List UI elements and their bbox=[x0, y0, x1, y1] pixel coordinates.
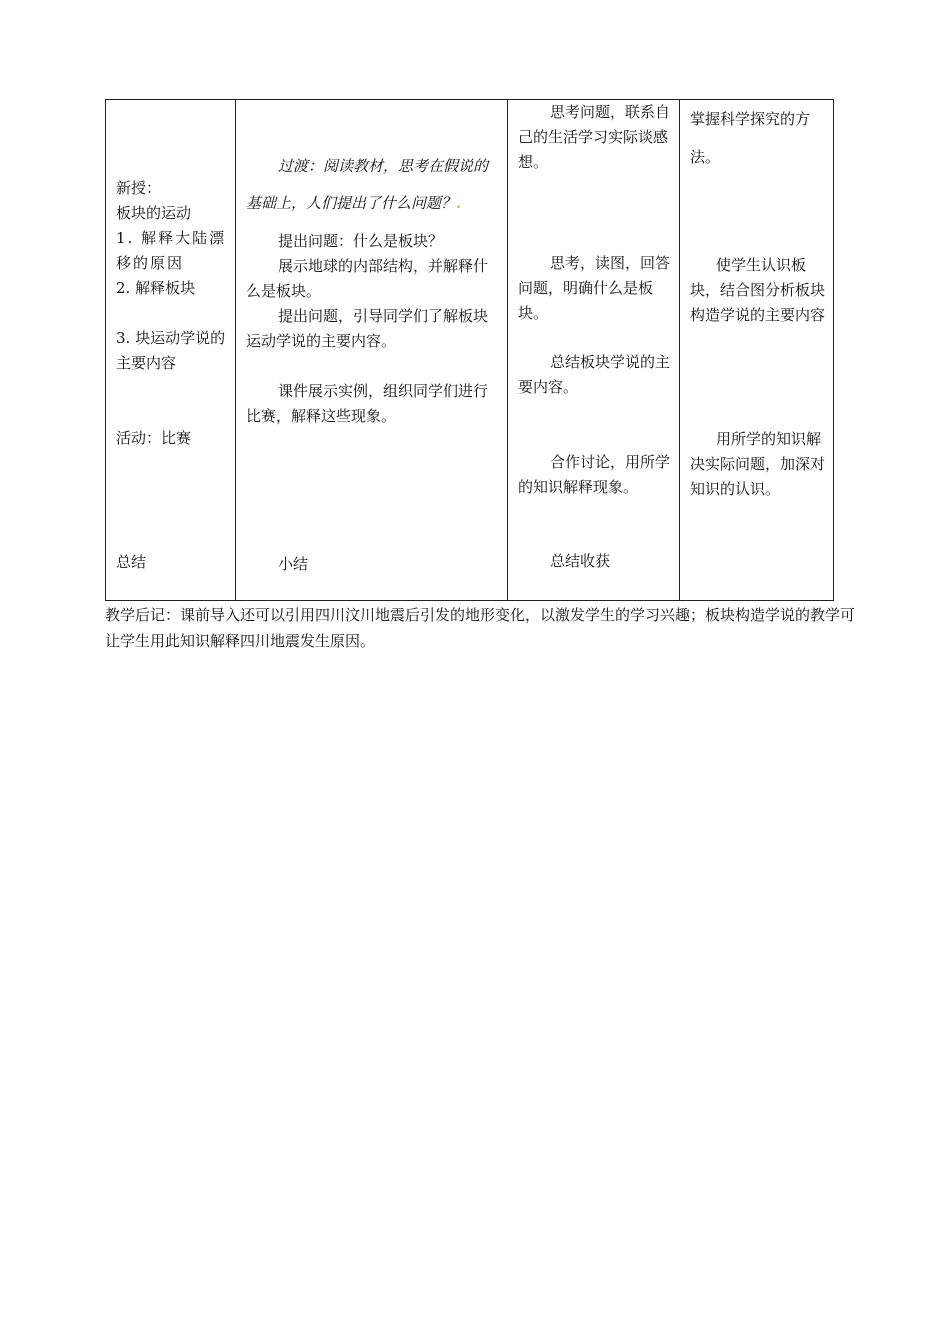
student-summarize-theory: 总结板块学说的主要内容。 bbox=[518, 353, 671, 396]
content-cell bbox=[106, 100, 236, 601]
table-row bbox=[106, 100, 834, 601]
mark-icon: . bbox=[456, 194, 462, 212]
intent-method: 掌握科学探究的方法。 bbox=[690, 110, 811, 166]
teaching-afterword: 教学后记：课前导入还可以引用四川汶川地震后引发的地形变化，以激发学生的学习兴趣；板块构造学说的教学可让学生用此知识解释四川地震发生原因。 bbox=[105, 606, 856, 650]
teacher-summary: 小结 bbox=[278, 555, 309, 573]
item-explain-plates: 2. 解释板块 bbox=[116, 279, 196, 297]
intent-apply-knowledge: 用所学的知识解决实际问题，加深对知识的认识。 bbox=[690, 430, 826, 498]
student-activity-cell bbox=[508, 100, 680, 601]
courseware-competition: 课件展示实例，组织同学们进行比赛，解释这些现象。 bbox=[246, 382, 489, 425]
show-earth-structure: 展示地球的内部结构，并解释什么是板块。 bbox=[246, 257, 489, 300]
item-continental-drift: 1. 解释大陆漂移的原因 bbox=[116, 229, 227, 272]
student-read-map: 思考，读图，回答问题，明确什么是板块。 bbox=[518, 254, 671, 322]
new-lesson-label: 新授： bbox=[116, 179, 162, 197]
intent-recognize-plates: 使学生认识板块，结合图分析板块构造学说的主要内容 bbox=[690, 256, 826, 324]
student-summary: 总结收获 bbox=[550, 552, 611, 570]
student-discussion: 合作讨论，用所学的知识解释现象。 bbox=[518, 453, 671, 496]
question-what-is-plate: 提出问题：什么是板块？ bbox=[278, 232, 444, 250]
question-plate-theory: 提出问题，引导同学们了解板块运动学说的主要内容。 bbox=[246, 307, 489, 350]
summary-label: 总结 bbox=[116, 553, 147, 571]
item-plate-theory: 3. 块运动学说的主要内容 bbox=[116, 329, 226, 372]
lesson-plan-table bbox=[105, 99, 834, 601]
topic-title: 板块的运动 bbox=[116, 204, 192, 222]
transition-text: 过渡：阅读教材，思考在假说的基础上，人们提出了什么问题？. bbox=[246, 157, 489, 212]
design-intent-cell bbox=[680, 100, 834, 601]
teacher-activity-cell bbox=[236, 100, 508, 601]
student-think-reflect: 思考问题，联系自己的生活学习实际谈感想。 bbox=[518, 103, 671, 171]
activity-label: 活动：比赛 bbox=[116, 429, 192, 447]
